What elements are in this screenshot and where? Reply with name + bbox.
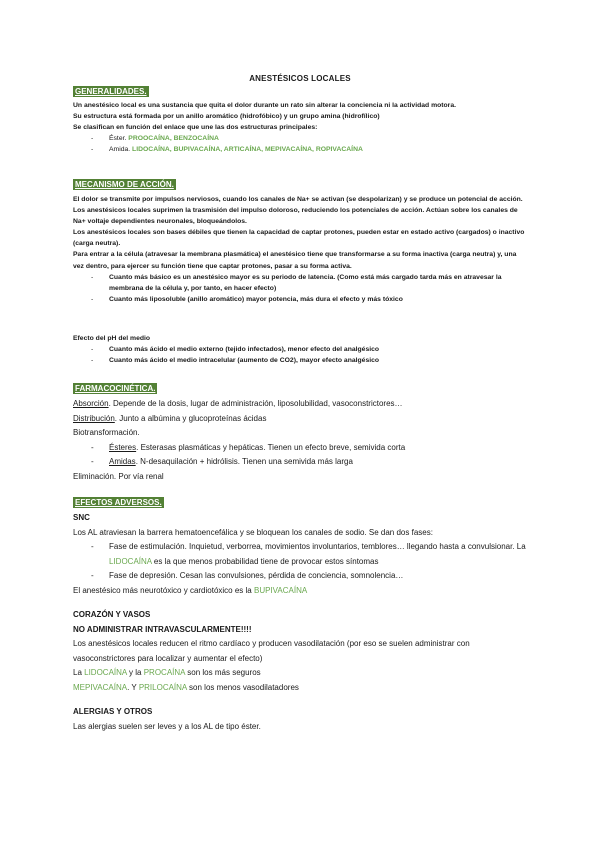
gen-line-1: Un anestésico local es una sustancia que quita el dolor durante un rato sin alterar la conciencia ni la actividad motora. bbox=[73, 102, 456, 109]
list-item-fase-estimulacion: - Fase de estimulación. Inquietud, verborrea, movimientos involuntarios, temblores… llegando hasta a convulsionar. La LIDOCAÍNA es la que menos probabilidad tiene de provocar estos síntomas bbox=[91, 542, 526, 566]
list-item-esteres: - Ésteres. Esterasas plasmáticas y hepáticas. Tienen un efecto breve, semivida corta bbox=[91, 442, 406, 452]
mec-para-2: Los anestésicos locales son bases débiles que tienen la capacidad de captar protones, pueden estar en estado activo (cargados) o inactivo (carga neutra). bbox=[73, 229, 525, 248]
corazon-title: CORAZÓN Y VASOS bbox=[73, 610, 151, 619]
heading-efectos: EFECTOS ADVERSOS. bbox=[75, 498, 162, 507]
list-item-basico: - Cuanto más básico es un anestésico mayor es su periodo de latencia. (Como está más cargado tarda más en atravesar la membrana de la célula y, por tanto, en hacer efecto) bbox=[91, 273, 502, 292]
distribucion-line: Distribución. Junto a albúmina y glucoproteínas ácidas bbox=[73, 413, 267, 423]
list-item-amidas: - Amidas. N-desaquilación + hidrólisis. Tienen una semivida más larga bbox=[91, 457, 353, 466]
section-farmacocinetica bbox=[73, 397, 529, 484]
mec-para-3: Para entrar a la célula (atravesar la membrana plasmática) el anestésico tiene que transformarse a su forma inactiva (carga neutra) y, una vez dentro, para ejercer su función tiene que captar protones, pasar a su forma activa. bbox=[73, 251, 517, 270]
ester-drugs: PROOCAÍNA, BENZOCAÍNA bbox=[128, 135, 219, 143]
list-item-ester: - Éster. PROOCAÍNA, BENZOCAÍNA bbox=[91, 135, 219, 143]
alergias-title: ALERGIAS Y OTROS bbox=[73, 707, 153, 716]
section-mecanismo bbox=[73, 194, 529, 305]
gen-line-3: Se clasifican en función del enlace que une las dos estructuras principales: bbox=[73, 124, 318, 132]
corazon-text: Los anestésicos locales reducen el ritmo cardíaco y producen vasodilatación (por eso se suelen administrar con vasoconstrictores para localizar y aumentar el efecto) bbox=[73, 639, 470, 663]
section-corazon bbox=[73, 608, 529, 695]
biotransformacion-line: Biotransformación. bbox=[73, 428, 140, 437]
heading-mecanismo: MECANISMO DE ACCIÓN. bbox=[75, 180, 174, 189]
eliminacion-line: Eliminación. Por vía renal bbox=[73, 471, 164, 481]
list-item-liposoluble: - Cuanto más liposoluble (anillo aromático) mayor potencia, más dura el efecto y más tóxico bbox=[91, 295, 403, 303]
gen-line-2: Su estructura está formada por un anillo aromático (hidrofóbico) y un grupo amina (hidrofílico) bbox=[73, 113, 380, 121]
section-generalidades bbox=[73, 100, 529, 155]
section-efectos bbox=[73, 511, 529, 598]
heading-farmacocinetica: FARMACOCINÉTICA. bbox=[75, 384, 156, 393]
snc-intro: Los AL atraviesan la barrera hematoencefálica y se bloquean los canales de sodio. Se dan dos fases: bbox=[73, 527, 433, 537]
section-alergias bbox=[73, 705, 529, 734]
heading-generalidades: GENERALIDADES. bbox=[75, 87, 147, 96]
list-item-amida: - Amida. LIDOCAÍNA, BUPIVACAÍNA, ARTICAÍNA, MEPIVACAÍNA, ROPIVACAÍNA bbox=[91, 146, 363, 154]
seguros-line: La LIDOCAÍNA y la PROCAÍNA son los más seguros bbox=[73, 668, 261, 677]
absorcion-line: Absorción. Depende de la dosis, lugar de administración, liposolubilidad, vasoconstrictores… bbox=[73, 399, 403, 408]
ph-title: Efecto del pH del medio bbox=[73, 335, 151, 342]
amida-label: Amida. bbox=[109, 146, 131, 154]
mec-para-1: El dolor se transmite por impulsos nerviosos, cuando los canales de Na+ se activan (se despolarizan) y se produce un potencial de acción. Los anestésicos locales suprimen la trasmisión del impulso doloroso, reduciendo los potenciales de acción. Actúan sobre los canales de Na+ voltaje dependientes neuronales, bloqueándolos. bbox=[73, 196, 523, 226]
snc-title: SNC bbox=[73, 513, 90, 522]
no-administrar: NO ADMINISTRAR INTRAVASCULARMENTE!!!! bbox=[73, 624, 252, 634]
list-item-ph-2: - Cuanto más ácido el medio intracelular (aumento de CO2), mayor efecto analgésico bbox=[91, 357, 380, 365]
alergias-text: Las alergias suelen ser leves y a los AL de tipo éster. bbox=[73, 721, 261, 731]
ester-label: Éster. bbox=[109, 135, 127, 143]
neurotoxico-line: El anestésico más neurotóxico y cardiotóxico es la BUPIVACAÍNA bbox=[73, 585, 308, 595]
section-ph bbox=[73, 333, 529, 366]
vasodilatadores-line: MEPIVACAÍNA. Y PRILOCAÍNA son los menos vasodilatadores bbox=[73, 682, 299, 692]
amida-drugs: LIDOCAÍNA, BUPIVACAÍNA, ARTICAÍNA, MEPIVACAÍNA, ROPIVACAÍNA bbox=[132, 146, 363, 154]
list-item-ph-1: - Cuanto más ácido el medio externo (tejido infectados), menor efecto del analgésico bbox=[91, 346, 380, 354]
list-item-fase-depresion: - Fase de depresión. Cesan las convulsiones, pérdida de conciencia, somnolencia… bbox=[91, 571, 404, 580]
page-title: ANESTÉSICOS LOCALES bbox=[249, 74, 351, 83]
